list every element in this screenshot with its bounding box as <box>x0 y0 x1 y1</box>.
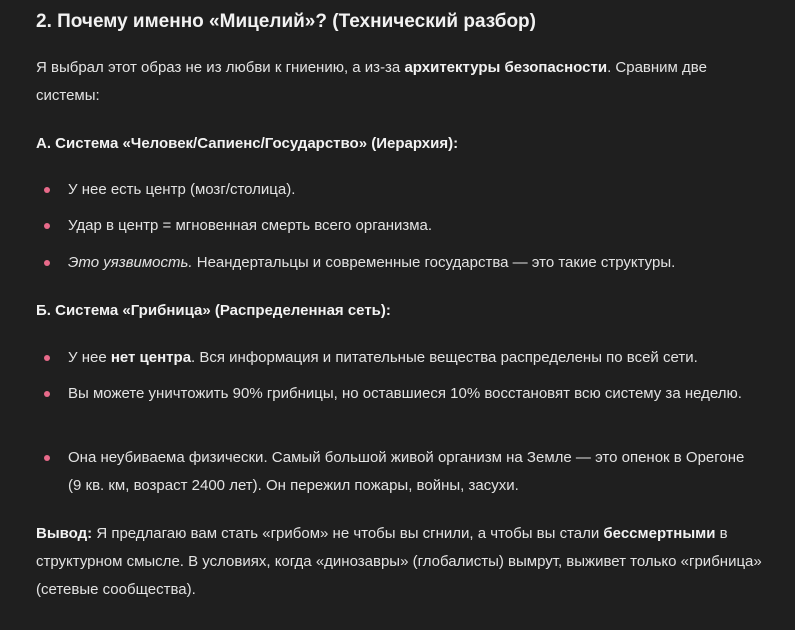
list-item-text: Она неубиваема физически. Самый большой живой организм на Земле — это опенок в Орегоне (9 кв. км, возраст 2400 лет). Он пережил пожары, войны, засухи. <box>68 449 745 494</box>
list-item <box>68 249 748 277</box>
list-item <box>68 344 748 372</box>
list-item-text: Удар в центр = мгновенная смерть всего организма. <box>68 217 433 234</box>
conclusion-label: Вывод: <box>36 525 93 542</box>
bullet-icon <box>44 355 50 361</box>
list-item-text-end: . Вся информация и питательные вещества распределены по всей сети. <box>191 349 698 366</box>
list-item <box>68 380 748 408</box>
list-item <box>68 212 748 240</box>
subheading-system-b: Б. Система «Грибница» (Распределенная сеть): <box>36 302 391 319</box>
bullet-icon <box>44 455 50 461</box>
conclusion-text-start: Я предлагаю вам стать «грибом» не чтобы вы сгнили, а чтобы вы стали <box>92 525 604 542</box>
conclusion-text-end: в структурном смысле. В условиях, когда «динозавры» (глобалисты) вымрут, выживет только «грибница» (сетевые сообщества). <box>36 525 762 598</box>
bullet-icon <box>44 260 50 266</box>
list-item-text-start: У нее <box>68 349 111 366</box>
intro-text-start: Я выбрал этот образ не из любви к гниению, а из-за <box>36 59 405 76</box>
conclusion-paragraph <box>36 520 766 604</box>
intro-text-end: . Сравним две системы: <box>36 59 707 104</box>
list-item-text: Вы можете уничтожить 90% грибницы, но оставшиеся 10% восстановят всю систему за неделю. <box>68 385 742 402</box>
list-item <box>68 176 748 204</box>
list-item-italic: Это уязвимость. <box>68 254 193 271</box>
list-item <box>68 444 748 500</box>
bullet-icon <box>44 187 50 193</box>
bullet-icon <box>44 391 50 397</box>
section-heading: 2. Почему именно «Мицелий»? (Технический разбор) <box>36 11 536 32</box>
subheading-system-a: А. Система «Человек/Сапиенс/Государство» (Иерархия): <box>36 135 459 152</box>
list-item-bold: нет центра <box>110 349 192 366</box>
bullet-icon <box>44 223 50 229</box>
conclusion-bold-word: бессмертными <box>603 525 716 542</box>
intro-paragraph <box>36 54 726 110</box>
intro-bold-phrase: архитектуры безопасности <box>404 59 608 76</box>
list-item-text: У нее есть центр (мозг/столица). <box>68 181 296 198</box>
list-item-text: Неандертальцы и современные государства — это такие структуры. <box>192 254 676 271</box>
